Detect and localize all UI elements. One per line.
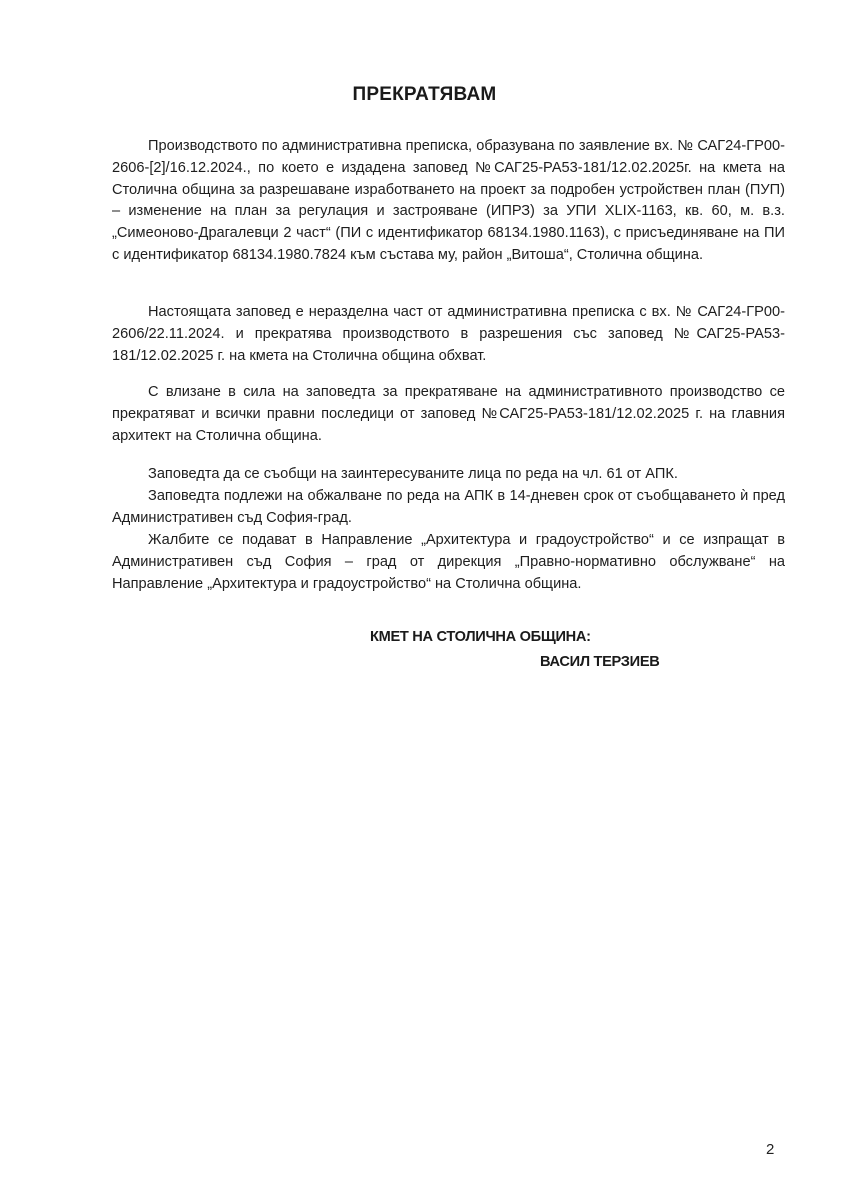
paragraph-appeal: Заповедта подлежи на обжалване по реда на АПК в 14-дневен срок от съобщаването ѝ пред Административен съд София-град. [112, 488, 785, 526]
page-title: ПРЕКРАТЯВАМ [352, 84, 497, 105]
paragraph-complaints: Жалбите се подават в Направление „Архитектура и градоустройство“ и се изпращат в Административен съд София – град от дирекция „Правно-нормативно обслужване“ на Направление „Архитектура и градоустройство“ на Столична община. [112, 532, 785, 592]
page-number: 2 [766, 1141, 775, 1158]
paragraph-notification: Заповедта да се съобщи на заинтересуваните лица по реда на чл. 61 от АПК. [148, 466, 678, 482]
paragraph-proceedings: Производството по административна преписка, образувана по заявление вх. № САГ24-ГР00-2606-[2]/16.12.2024., по което е издадена заповед №САГ25-РА53-181/12.02.2025г. на кмета на Столична община за разрешаване изработването на проект за подробен устройствен план (ПУП) – изменение на план за регулация и застрояване (ИПРЗ) за УПИ XLIX-1163, кв. 60, м. в.з. „Симеоново-Драгалевци 2 част“ (ПИ с идентификатор 68134.1980.1163), с присъединяване на ПИ с идентификатор 68134.1980.7824 към състава му, район „Витоша“, Столична община. [112, 138, 785, 263]
signature-title: КМЕТ НА СТОЛИЧНА ОБЩИНА: [370, 629, 591, 645]
paragraph-integral-part: Настоящата заповед е неразделна част от административна преписка с вх. № САГ24-ГР00-2606/22.11.2024. и прекратява производството в разрешения със заповед №САГ25-РА53-181/12.02.2025 г. на кмета на Столична община обхват. [112, 304, 785, 364]
paragraph-legal-consequences: С влизане в сила на заповедта за прекратяване на административното производство се прекратяват и всички правни последици от заповед №САГ25-РА53-181/12.02.2025 г. на главния архитект на Столична община. [112, 384, 785, 444]
signature-name: ВАСИЛ ТЕРЗИЕВ [540, 654, 660, 670]
